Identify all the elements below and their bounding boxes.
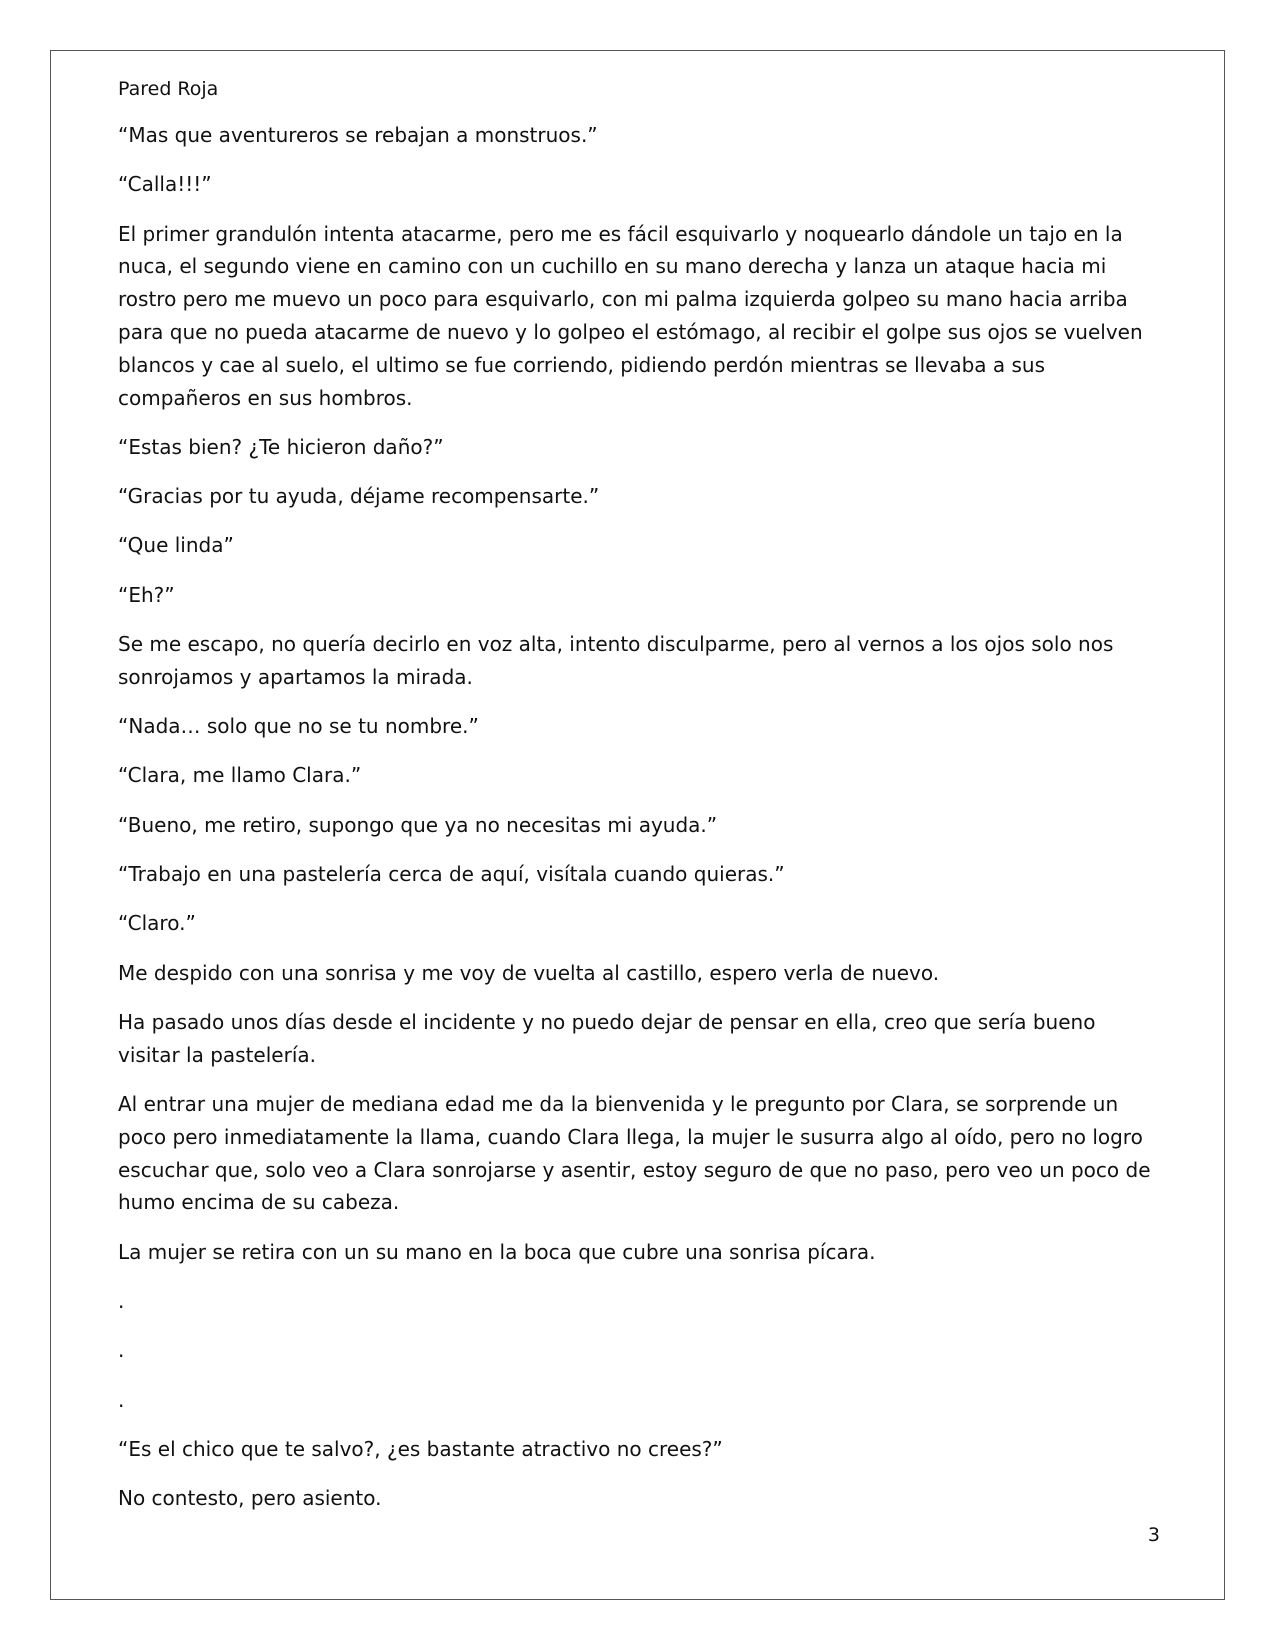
scene-break-dot: .: [118, 1289, 125, 1314]
paragraph: Me despido con una sonrisa y me voy de vuelta al castillo, espero verla de nuevo.: [118, 960, 940, 985]
paragraph: No contesto, pero asiento.: [118, 1486, 382, 1511]
paragraph: “Es el chico que te salvo?, ¿es bastante atractivo no crees?”: [118, 1436, 723, 1461]
scene-break-dot: .: [118, 1338, 125, 1363]
paragraph: “Eh?”: [118, 582, 175, 607]
paragraph: La mujer se retira con un su mano en la boca que cubre una sonrisa pícara.: [118, 1239, 876, 1264]
paragraph: “Claro.”: [118, 911, 196, 936]
header-title: Pared Roja: [118, 78, 219, 100]
scene-break-dot: .: [118, 1387, 125, 1412]
paragraph: Ha pasado unos días desde el incidente y no puedo dejar de pensar en ella, creo que sería bueno visitar la pastelería.: [118, 1009, 1096, 1067]
paragraph: El primer grandulón intenta atacarme, pero me es fácil esquivarlo y noquearlo dándole un tajo en la nuca, el segundo viene en camino con un cuchillo en su mano derecha y lanza un ataque hacia mi rostro pero me muevo un poco para esquivarlo, con mi palma izquierda golpeo su mano hacia arriba para que no pueda atacarme de nuevo y lo golpeo el estómago, al recibir el golpe sus ojos se vuelven blancos y cae al suelo, el ultimo se fue corriendo, pidiendo perdón mientras se llevaba a sus compañeros en sus hombros.: [118, 221, 1143, 410]
paragraph: “Que linda”: [118, 533, 234, 558]
paragraph: Se me escapo, no quería decirlo en voz alta, intento disculparme, pero al vernos a los ojos solo nos sonrojamos y apartamos la mirada.: [118, 632, 1114, 689]
page-number: 3: [1147, 1524, 1160, 1546]
document-body: [118, 119, 1163, 1532]
paragraph: “Mas que aventureros se rebajan a monstruos.”: [118, 123, 598, 147]
paragraph: “Bueno, me retiro, supongo que ya no necesitas mi ayuda.”: [118, 812, 718, 837]
paragraph: “Clara, me llamo Clara.”: [118, 763, 362, 788]
paragraph: “Calla!!!”: [118, 172, 212, 197]
paragraph: Al entrar una mujer de mediana edad me da la bienvenida y le pregunto por Clara, se sorprende un poco pero inmediatamente la llama, cuando Clara llega, la mujer le susurra algo al oído, pero no logro escuchar que, solo veo a Clara sonrojarse y asentir, estoy seguro de que no paso, pero veo un poco de humo encima de su cabeza.: [118, 1092, 1151, 1215]
paragraph: “Estas bien? ¿Te hicieron daño?”: [118, 434, 444, 459]
paragraph: “Nada… solo que no se tu nombre.”: [118, 714, 479, 739]
paragraph: “Gracias por tu ayuda, déjame recompensarte.”: [118, 484, 600, 509]
paragraph: “Trabajo en una pastelería cerca de aquí, visítala cuando quieras.”: [118, 862, 785, 887]
